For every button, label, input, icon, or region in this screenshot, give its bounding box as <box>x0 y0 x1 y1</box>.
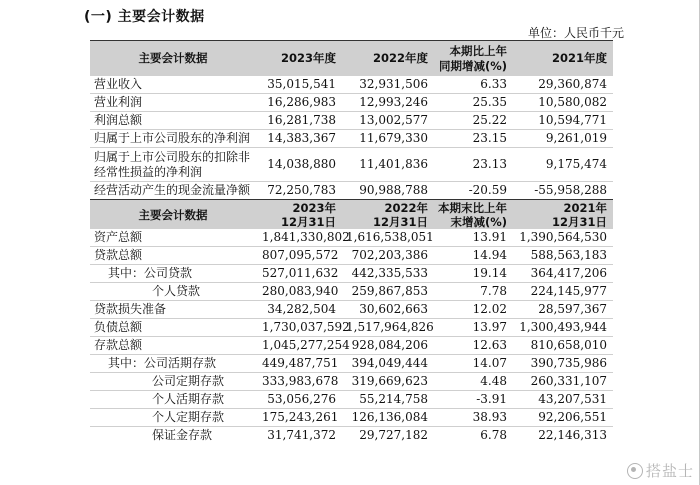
table-row <box>90 409 613 427</box>
value-2022: 394,049,444 <box>342 355 434 373</box>
row-label: 贷款损失准备 <box>90 301 258 319</box>
table-row <box>90 319 613 337</box>
table-row <box>90 391 613 409</box>
table-row <box>90 355 613 373</box>
header-col-2022: 2022年度 <box>342 41 434 77</box>
value-2021: 43,207,531 <box>513 391 613 409</box>
value-change: 14.07 <box>434 355 513 373</box>
section-title: (一) 主要会计数据 <box>84 9 205 25</box>
value-2022: 12,993,246 <box>342 94 434 112</box>
table-row <box>90 182 613 200</box>
row-label: 资产总额 <box>94 230 143 244</box>
value-2023: 34,282,504 <box>258 301 342 319</box>
key-accounting-data-table <box>90 40 613 444</box>
value-2023: 807,095,572 <box>258 247 342 265</box>
table-row <box>90 112 613 130</box>
value-2023: 72,250,783 <box>258 182 342 200</box>
value-2022: 29,727,182 <box>342 427 434 445</box>
table-row <box>90 373 613 391</box>
value-2021: 1,390,564,530 <box>519 230 607 244</box>
header-label: 主要会计数据 <box>90 200 258 230</box>
header-col-change: 本期末比上年 末增减(%) <box>434 200 513 230</box>
value-2021: 364,417,206 <box>513 265 613 283</box>
row-label: 公司定期存款 <box>90 373 258 391</box>
watermark-logo-icon <box>627 463 643 479</box>
value-2023: 280,083,940 <box>258 283 342 301</box>
value-2023: 175,243,261 <box>258 409 342 427</box>
header-col-2021: 2021年 12月31日 <box>513 200 613 230</box>
row-label: 归属于上市公司股东的净利润 <box>90 130 258 148</box>
value-change: 23.15 <box>434 130 513 148</box>
value-2021: 810,658,010 <box>513 337 613 355</box>
value-change: 7.78 <box>434 283 513 301</box>
row-label: 个人活期存款 <box>90 391 258 409</box>
table-row <box>90 265 613 283</box>
value-2021: 224,145,977 <box>513 283 613 301</box>
value-2022: 11,401,836 <box>342 148 434 182</box>
header-label: 主要会计数据 <box>90 41 258 77</box>
value-2023: 1,730,037,592 <box>258 319 342 337</box>
value-2021: 1,300,493,944 <box>513 319 613 337</box>
value-2022: 1,517,964,826 <box>342 319 434 337</box>
value-2023: 1,841,330,802 <box>262 230 350 244</box>
watermark-text: 搭盐士 <box>645 462 694 480</box>
header-col-2021: 2021年度 <box>513 41 613 77</box>
row-label: 归属于上市公司股东的扣除非 经常性损益的净利润 <box>90 148 258 182</box>
table-row <box>90 283 613 301</box>
value-2022: 319,669,623 <box>342 373 434 391</box>
value-change: 38.93 <box>434 409 513 427</box>
value-2023: 14,383,367 <box>258 130 342 148</box>
table-row <box>90 148 613 182</box>
value-change: 25.22 <box>434 112 513 130</box>
value-2021: 588,563,183 <box>513 247 613 265</box>
value-change: 13.91 <box>472 230 507 244</box>
value-2022: 90,988,788 <box>342 182 434 200</box>
value-2022: 259,867,853 <box>342 283 434 301</box>
value-2023: 14,038,880 <box>258 148 342 182</box>
row-label: 营业收入 <box>94 77 143 91</box>
value-change: 25.35 <box>434 94 513 112</box>
value-2022: 928,084,206 <box>342 337 434 355</box>
value-2023: 333,983,678 <box>258 373 342 391</box>
table-row <box>90 337 613 355</box>
value-2022: 126,136,084 <box>342 409 434 427</box>
value-2023: 35,015,541 <box>267 77 336 91</box>
value-2022: 702,203,386 <box>342 247 434 265</box>
value-2022: 32,931,506 <box>359 77 428 91</box>
value-2023: 16,281,738 <box>258 112 342 130</box>
header-col-2023: 2023年度 <box>258 41 342 77</box>
watermark <box>627 460 694 481</box>
table-header-row <box>90 41 613 77</box>
row-label: 经营活动产生的现金流量净额 <box>90 182 258 200</box>
value-2023: 31,741,372 <box>258 427 342 445</box>
value-change: 12.02 <box>434 301 513 319</box>
value-change: 6.78 <box>434 427 513 445</box>
row-label: 个人贷款 <box>90 283 258 301</box>
header-col-2022: 2022年 12月31日 <box>342 200 434 230</box>
value-2021: 29,360,874 <box>538 77 607 91</box>
table-row <box>90 247 613 265</box>
row-label: 存款总额 <box>90 337 258 355</box>
value-change: 12.63 <box>434 337 513 355</box>
value-2023: 16,286,983 <box>258 94 342 112</box>
value-change: -20.59 <box>434 182 513 200</box>
row-label: 其中：公司贷款 <box>90 265 258 283</box>
row-label: 其中：公司活期存款 <box>90 355 258 373</box>
value-2021: -55,958,288 <box>513 182 613 200</box>
table-row <box>90 427 613 445</box>
value-change: 14.94 <box>434 247 513 265</box>
value-2022: 13,002,577 <box>342 112 434 130</box>
value-change: 6.33 <box>480 77 507 91</box>
value-2021: 22,146,313 <box>513 427 613 445</box>
unit-label: 单位：人民币千元 <box>527 26 624 40</box>
value-change: -3.91 <box>434 391 513 409</box>
value-2023: 1,045,277,254 <box>258 337 342 355</box>
value-change: 4.48 <box>434 373 513 391</box>
value-2023: 53,056,276 <box>258 391 342 409</box>
table-row <box>90 76 613 94</box>
row-label: 利润总额 <box>90 112 258 130</box>
value-2022: 442,335,533 <box>342 265 434 283</box>
value-2021: 260,331,107 <box>513 373 613 391</box>
table-row <box>90 94 613 112</box>
header-col-change: 本期比上年 同期增减(%) <box>434 41 513 77</box>
table-header-row <box>90 200 613 230</box>
table-row <box>90 301 613 319</box>
value-2021: 10,580,082 <box>513 94 613 112</box>
row-label: 个人定期存款 <box>90 409 258 427</box>
row-label: 负债总额 <box>90 319 258 337</box>
header-col-2023: 2023年 12月31日 <box>258 200 342 230</box>
value-2021: 92,206,551 <box>513 409 613 427</box>
value-2021: 390,735,986 <box>513 355 613 373</box>
value-2022: 30,602,663 <box>342 301 434 319</box>
row-label: 营业利润 <box>90 94 258 112</box>
value-change: 19.14 <box>434 265 513 283</box>
value-2022: 55,214,758 <box>342 391 434 409</box>
value-2021: 9,261,019 <box>513 130 613 148</box>
table-row <box>90 229 613 247</box>
row-label: 贷款总额 <box>90 247 258 265</box>
value-change: 23.13 <box>434 148 513 182</box>
value-2021: 28,597,367 <box>513 301 613 319</box>
row-label: 保证金存款 <box>90 427 258 445</box>
value-2021: 10,594,771 <box>513 112 613 130</box>
value-2023: 449,487,751 <box>258 355 342 373</box>
value-2021: 9,175,474 <box>513 148 613 182</box>
value-2022: 11,679,330 <box>342 130 434 148</box>
value-2023: 527,011,632 <box>258 265 342 283</box>
value-2022: 1,616,538,051 <box>346 230 434 244</box>
value-change: 13.97 <box>434 319 513 337</box>
table-row <box>90 130 613 148</box>
